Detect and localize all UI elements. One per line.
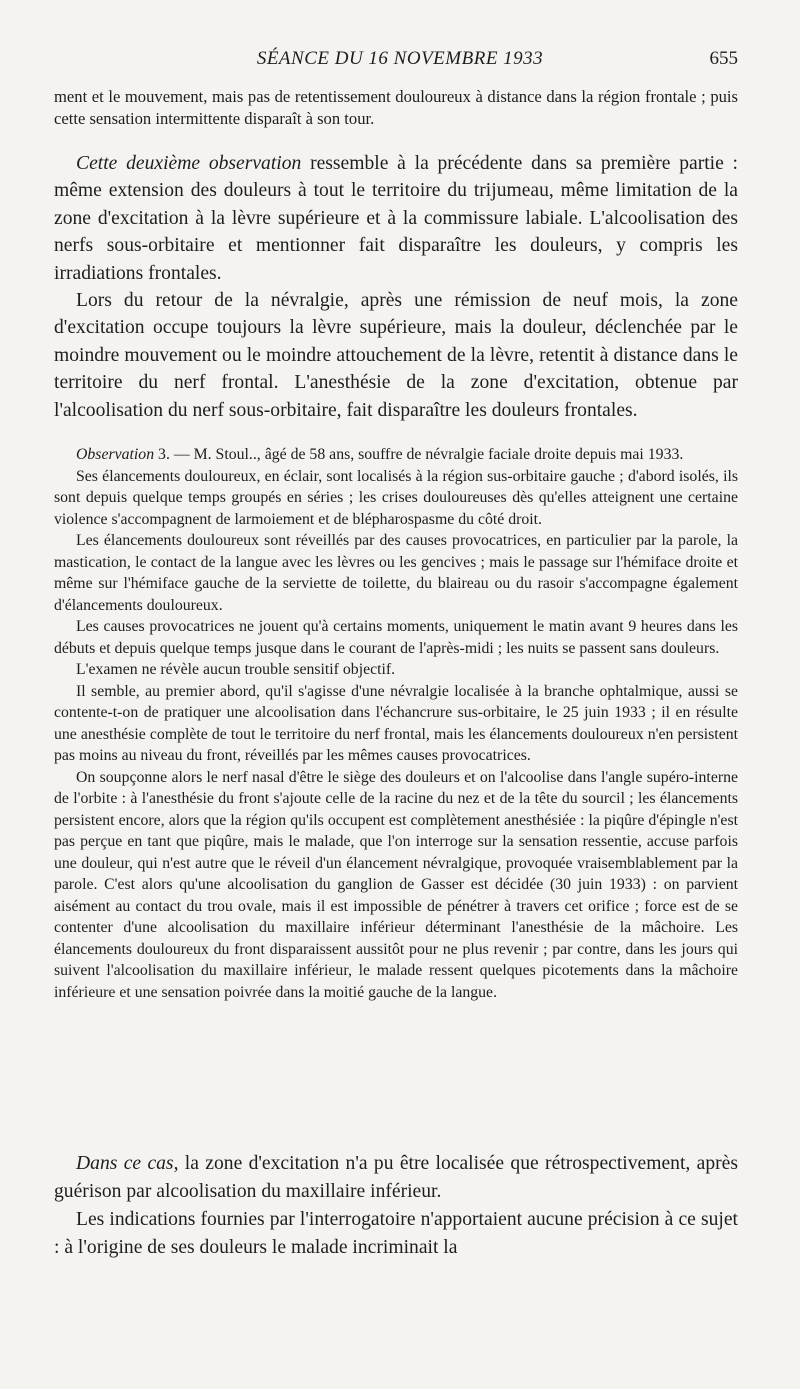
paragraph — [54, 1150, 738, 1206]
main-text-block-1 — [54, 150, 738, 424]
paragraph: Les causes provocatrices ne jouent qu'à certains moments, uniquement le matin avant 9 heures dans les débuts et depuis quelque temps jusque dans le courant de l'après-midi ; les nuits se passent sans douleurs. — [54, 618, 738, 657]
paragraph: On soupçonne alors le nerf nasal d'être le siège des douleurs et on l'alcoolise dans l'angle supéro-interne de l'orbite : à l'anesthésie du front s'ajoute celle de la racine du nez et de la tête du sourcil ; les élancements persistent encore, alors que la région qu'ils occupent est complètement anesthésiée : la piqûre d'épingle n'est pas perçue en tant que piqûre, mais le malade, que l'on interroge sur la sensation ressentie, accuse parfois une douleur, qui n'est autre que le réveil d'un élancement névralgique, provoquée vraisemblablement par la parole. C'est alors qu'une alcoolisation du ganglion de Gasser est décidée (30 juin 1933) : on parvient aisément au contact du trou ovale, mais il est impossible de pénétrer à travers cet orifice ; force est de se contenter d'une alcoolisation du maxillaire inférieur déterminant l'anesthésie de la mâchoire. Les élancements douloureux du front disparaissent aussitôt pour ne plus revenir ; par contre, dans les jours qui suivent l'alcoolisation du maxillaire inférieur, le malade ressent quelques picotements dans la mâchoire inférieure et une sensation poivrée dans la moitié gauche de la langue. — [54, 768, 738, 1001]
paragraph: Les indications fournies par l'interrogatoire n'apportaient aucune précision à ce sujet : à l'origine de ses douleurs le malade incriminait la — [54, 1209, 738, 1258]
paragraph — [54, 150, 738, 287]
paragraph: ment et le mouvement, mais pas de retentissement douloureux à distance dans la région frontale ; puis cette sensation intermittente disparaît à son tour. — [54, 87, 738, 128]
paragraph-text: ressemble à la précédente dans sa première partie : même extension des douleurs à tout le territoire du trijumeau, même limitation de la zone d'excitation à la lèvre supérieure et à la commissure labiale. L'alcoolisation des nerfs sous-orbitaire et mentionner fait disparaître les douleurs, y compris les irradiations frontales. — [54, 153, 738, 284]
page-number: 655 — [709, 48, 738, 69]
paragraph: Les élancements douloureux sont réveillés par des causes provocatrices, en particulier par la parole, la mastication, le contact de la langue avec les lèvres ou les gencives ; mais le passage sur l'hémiface droite et même sur l'hémiface gauche de la serviette de toilette, du blaireau ou du rasoir s'accompagne également d'élancements douloureux. — [54, 532, 738, 614]
observation-label: Observation — [76, 446, 155, 463]
continuation-paragraph — [54, 86, 738, 130]
paragraph — [54, 444, 738, 466]
running-head: SÉANCE DU 16 NOVEMBRE 1933 — [256, 48, 544, 69]
emphasis: Cette deuxième observation — [76, 153, 302, 174]
paragraph-text: 3. — M. Stoul.., âgé de 58 ans, souffre de névralgie faciale droite depuis mai 1933. — [154, 446, 684, 463]
paragraph: Ses élancements douloureux, en éclair, sont localisés à la région sus-orbitaire gauche ; d'abord isolés, ils sont depuis quelque temps groupés en séries ; les crises douloureuses dès qu'elles atteignent une certaine violence s'accompagnent de larmoiement et de blépharospasme du côté droit. — [54, 467, 738, 528]
emphasis: Dans ce cas — [76, 1153, 174, 1174]
observation-block — [54, 444, 738, 1003]
paragraph: L'examen ne révèle aucun trouble sensitif objectif. — [76, 661, 396, 678]
main-text-block-2 — [54, 1150, 738, 1262]
paragraph-text: , la zone d'excitation n'a pu être localisée que rétrospectivement, après guérison par alcoolisation du maxillaire inférieur. — [54, 1153, 738, 1202]
page-header — [0, 44, 800, 74]
paragraph: Lors du retour de la névralgie, après une rémission de neuf mois, la zone d'excitation occupe toujours la lèvre supérieure, mais la douleur, déclenchée par le moindre mouvement ou le moindre attouchement de la lèvre, retentit à distance dans le territoire du nerf frontal. L'anesthésie de la zone d'excitation, obtenue par l'alcoolisation du nerf sous-orbitaire, fait disparaître les douleurs frontales. — [54, 290, 738, 421]
paragraph: Il semble, au premier abord, qu'il s'agisse d'une névralgie localisée à la branche ophtalmique, aussi se contente-t-on de pratiquer une alcoolisation dans l'échancrure sus-orbitaire, le 25 juin 1933 ; il en résulte une anesthésie complète de tout le territoire du nerf frontal, mais les élancements douloureux n'en persistent pas moins au niveau du front, réveillés par les mêmes causes provocatrices. — [54, 682, 738, 764]
